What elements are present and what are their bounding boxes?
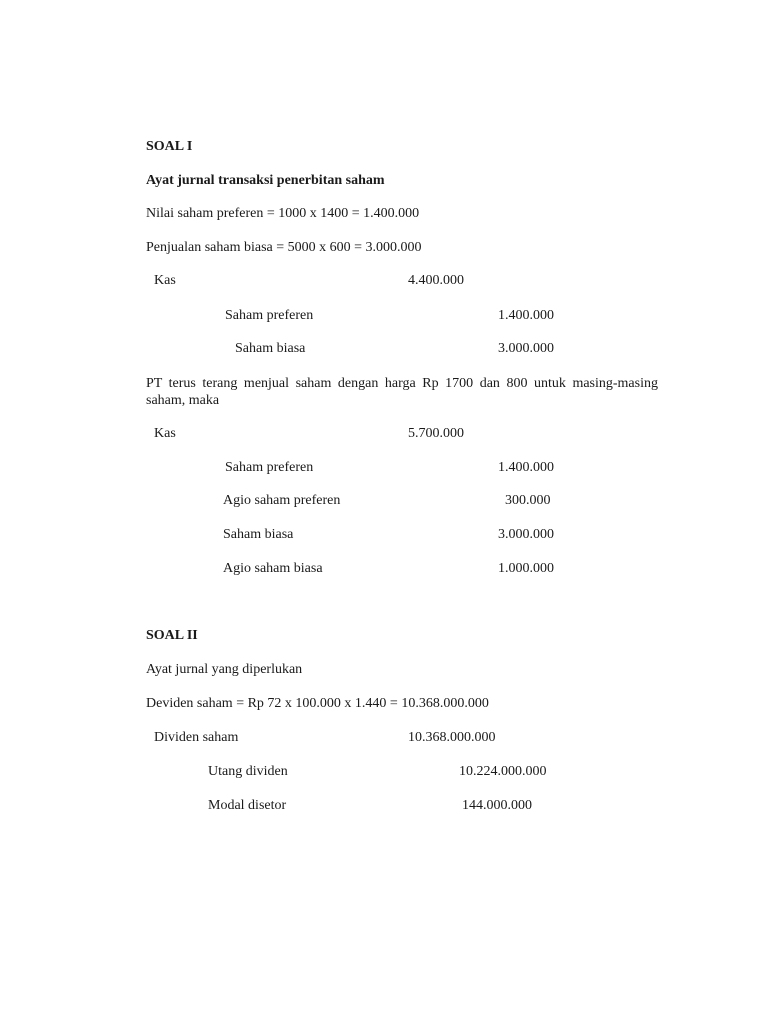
journal-account: Kas (154, 273, 176, 288)
biasa-calculation: Penjualan saham biasa = 5000 x 600 = 3.000.000 (146, 240, 422, 255)
journal-account: Utang dividen (208, 764, 288, 779)
journal-credit: 300.000 (505, 493, 551, 508)
journal-account: Kas (154, 426, 176, 441)
journal-debit: 5.700.000 (408, 426, 464, 441)
journal-account: Saham preferen (225, 460, 314, 475)
journal-account: Agio saham biasa (223, 561, 323, 576)
soal-1-heading: SOAL I (146, 139, 193, 154)
journal-account: Saham preferen (225, 308, 314, 323)
journal-credit: 144.000.000 (462, 798, 532, 813)
journal-credit: 10.224.000.000 (459, 764, 547, 779)
journal-account: Modal disetor (208, 798, 287, 813)
journal-credit: 1.400.000 (498, 460, 554, 475)
sale-paragraph: PT terus terang menjual saham dengan harga Rp 1700 dan 800 untuk masing-masing saham, maka (146, 376, 658, 408)
dividen-calculation: Deviden saham = Rp 72 x 100.000 x 1.440 = 10.368.000.000 (146, 696, 489, 711)
journal-credit: 3.000.000 (498, 341, 554, 356)
journal-debit: 10.368.000.000 (408, 730, 496, 745)
journal-credit: 1.400.000 (498, 308, 554, 323)
journal-account: Saham biasa (235, 341, 306, 356)
journal-account: Dividen saham (154, 730, 239, 745)
journal-debit: 4.400.000 (408, 273, 464, 288)
journal-account: Agio saham preferen (223, 493, 341, 508)
journal-credit: 1.000.000 (498, 561, 554, 576)
preferen-calculation: Nilai saham preferen = 1000 x 1400 = 1.400.000 (146, 206, 420, 221)
soal-2-heading: SOAL II (146, 628, 198, 643)
soal-1-subheading: Ayat jurnal transaksi penerbitan saham (146, 173, 385, 188)
soal-2-subheading: Ayat jurnal yang diperlukan (146, 662, 303, 677)
journal-account: Saham biasa (223, 527, 294, 542)
journal-credit: 3.000.000 (498, 527, 554, 542)
